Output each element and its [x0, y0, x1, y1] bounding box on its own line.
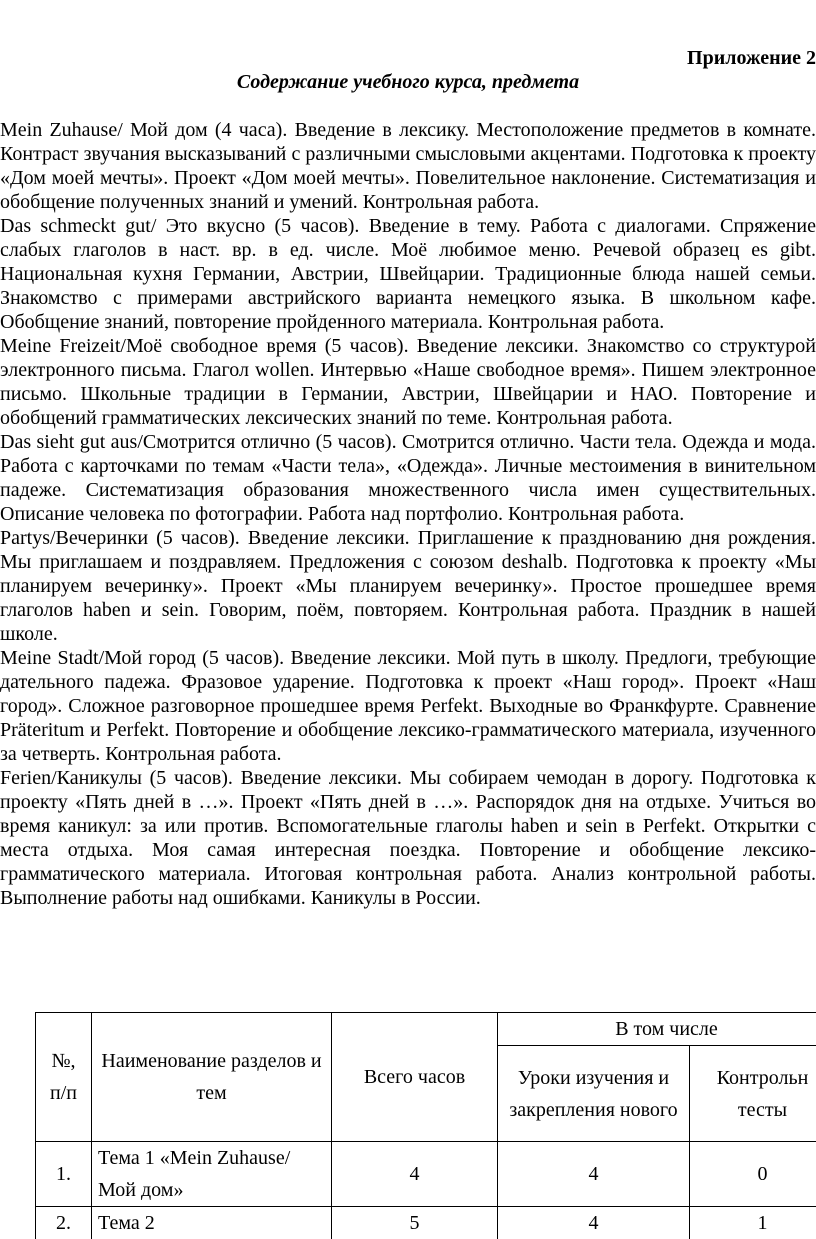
- table-header-row: [36, 1013, 816, 1046]
- header-lessons: Уроки изучения и закрепления нового: [498, 1046, 690, 1142]
- thematic-plan-table: [35, 1012, 816, 1239]
- paragraph-ferien: Ferien/Каникулы (5 часов). Введение лексики. Мы собираем чемодан в дорогу. Подготовка к проекту «Пять дней в …». Проект «Пять дней в …». Распорядок дня на отдыхе. Учиться во время каникул: за или против. Вспомогательные глаголы haben и sein в Perfekt. Открытки с места отдыха. Моя самая интересная поездка. Повторение и обобщение лексико-грамматического материала. Итоговая контрольная работа. Анализ контрольной работы. Выполнение работы над ошибками. Каникулы в России.: [0, 767, 816, 909]
- paragraph-das-sieht-gut-aus: Das sieht gut aus/Смотрится отлично (5 часов). Смотрится отлично. Части тела. Одежда и мода. Работа с карточками по темам «Части тела», «Одежда». Личные местоимения в винительном падеже. Систематизация образования множественного числа имен существительных. Описание человека по фотографии. Работа над портфолио. Контрольная работа.: [0, 431, 816, 525]
- header-num: №, п/п: [36, 1013, 92, 1142]
- row-lessons: 4: [498, 1207, 690, 1239]
- paragraph-meine-freizeit: Meine Freizeit/Моё свободное время (5 часов). Введение лексики. Знакомство со структурой электронного письма. Глагол wollen. Интервью «Наше свободное время». Пишем электронное письмо. Школьные традиции в Германии, Австрии, Швейцарии и НАО. Повторение и обобщений грамматических лексических знаний по теме. Контрольная работа.: [0, 335, 816, 429]
- row-tests: 1: [690, 1207, 816, 1239]
- paragraph-meine-stadt: Meine Stadt/Мой город (5 часов). Введение лексики. Мой путь в школу. Предлоги, требующие дательного падежа. Фразовое ударение. Подготовка к проект «Наш город». Проект «Наш город». Сложное разговорное прошедшее время Perfekt. Выходные во Франкфурте. Сравнение Präteritum и Perfekt. Повторение и обобщение лексико-грамматического материала, изученного за четверть. Контрольная работа.: [0, 647, 816, 765]
- table-row: [36, 1207, 816, 1239]
- row-name: Тема 2: [92, 1207, 332, 1239]
- course-content: [0, 118, 816, 910]
- row-num: 1.: [36, 1142, 92, 1207]
- page-title: Содержание учебного курса, предмета: [236, 71, 580, 93]
- header-tests: Контрольн тесты: [690, 1046, 816, 1142]
- header-total: Всего часов: [332, 1013, 498, 1142]
- row-lessons: 4: [498, 1142, 690, 1207]
- header-including: В том числе: [498, 1013, 816, 1046]
- row-total: 5: [332, 1207, 498, 1239]
- header-name: Наименование разделов и тем: [92, 1013, 332, 1142]
- row-num: 2.: [36, 1207, 92, 1239]
- table-row: [36, 1142, 816, 1207]
- paragraph-mein-zuhause: Mein Zuhause/ Мой дом (4 часа). Введение в лексику. Местоположение предметов в комнате. Контраст звучания высказываний с различными смысловыми акцентами. Подготовка к проекту «Дом моей мечты». Проект «Дом моей мечты». Повелительное наклонение. Систематизация и обобщение полученных знаний и умений. Контрольная работа.: [0, 119, 816, 213]
- row-name: Тема 1 «Mein Zuhause/ Мой дом»: [92, 1142, 332, 1207]
- paragraph-das-schmeckt-gut: Das schmeckt gut/ Это вкусно (5 часов). Введение в тему. Работа с диалогами. Спряжение слабых глаголов в наст. вр. в ед. числе. Моё любимое меню. Речевой образец es gibt. Национальная кухня Германии, Австрии, Швейцарии. Традиционные блюда нашей семьи. Знакомство с примерами австрийского варианта немецкого языка. В школьном кафе. Обобщение знаний, повторение пройденного материала. Контрольная работа.: [0, 215, 816, 333]
- paragraph-partys: Partys/Вечеринки (5 часов). Введение лексики. Приглашение к празднованию дня рождения. Мы приглашаем и поздравляем. Предложения с союзом deshalb. Подготовка к проекту «Мы планируем вечеринку». Проект «Мы планируем вечеринку». Простое прошедшее время глаголов haben и sein. Говорим, поём, повторяем. Контрольная работа. Праздник в нашей школе.: [0, 527, 816, 645]
- row-tests: 0: [690, 1142, 816, 1207]
- row-total: 4: [332, 1142, 498, 1207]
- appendix-label: Приложение 2: [687, 47, 816, 69]
